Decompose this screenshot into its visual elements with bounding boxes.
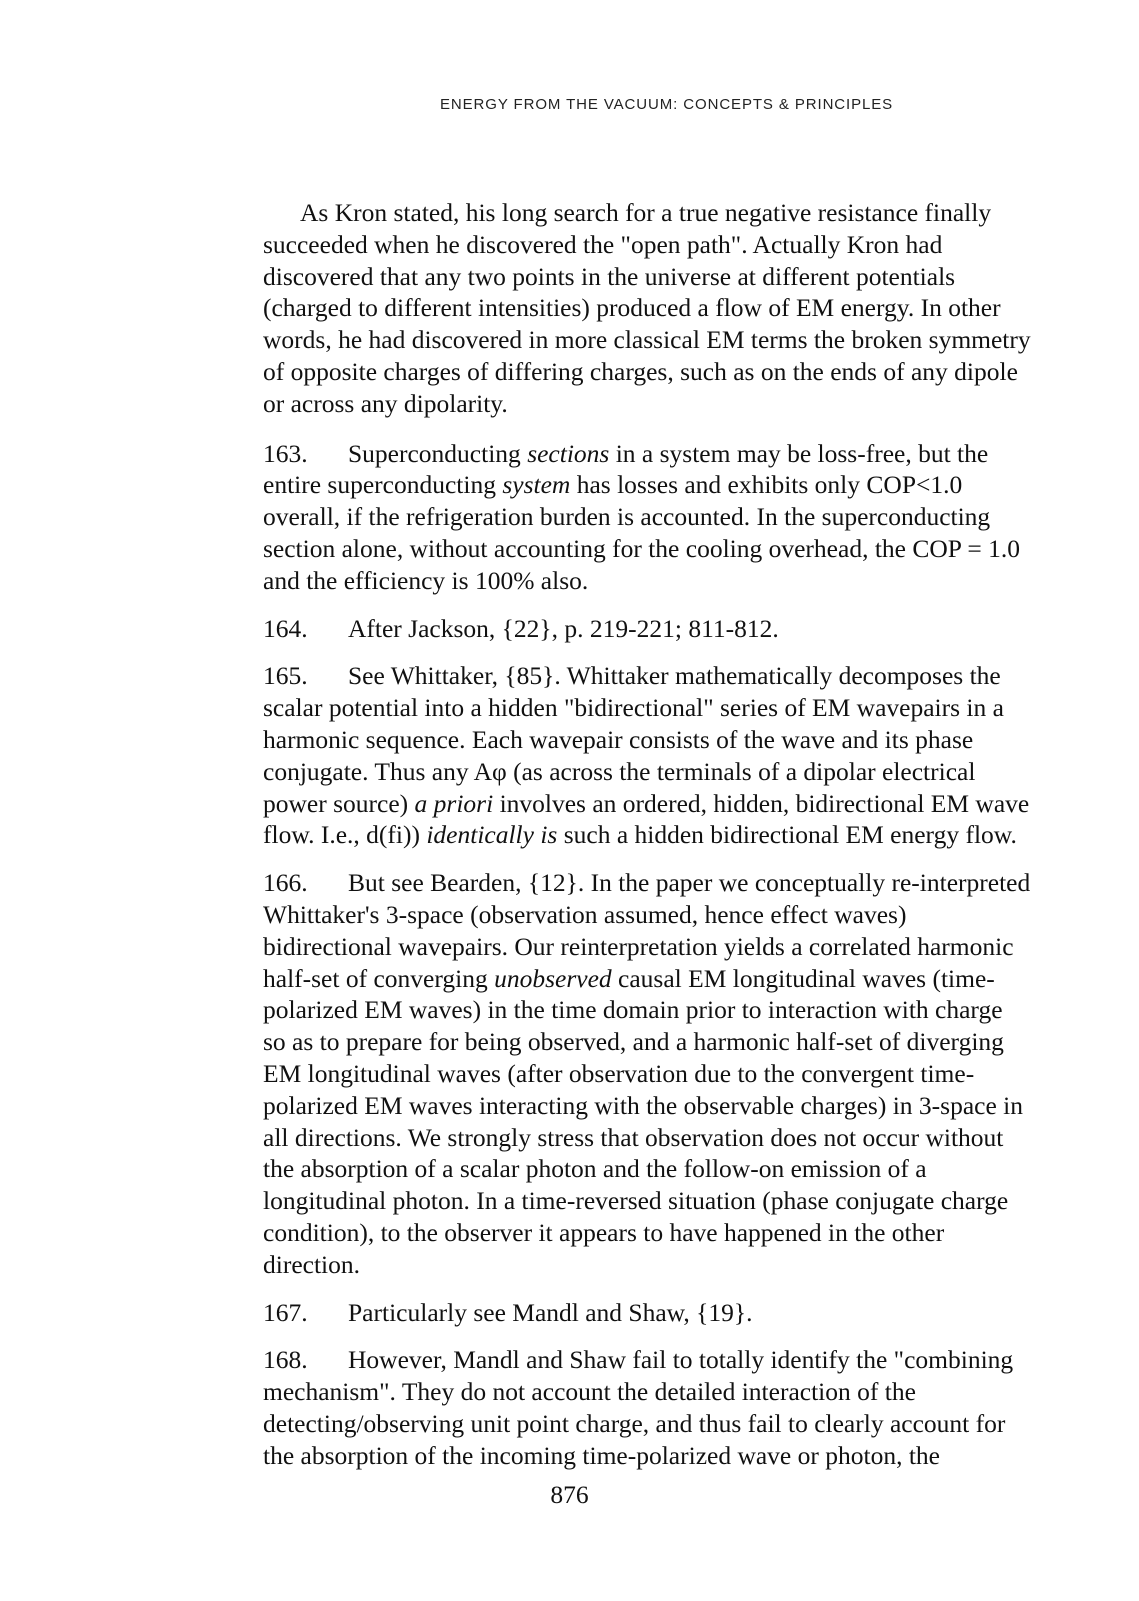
running-header: ENERGY FROM THE VACUUM: CONCEPTS & PRINCIPLES xyxy=(440,96,894,113)
text-line: the absorption of the incoming time-polarized wave or photon, the xyxy=(263,1440,940,1470)
text-line: polarized EM waves) in the time domain prior to interaction with charge xyxy=(263,995,1003,1025)
endnote-number: 165. xyxy=(263,661,308,691)
text-line: (charged to different intensities) produced a flow of EM energy. In other xyxy=(263,293,1001,323)
text-line: As Kron stated, his long search for a true negative resistance finally xyxy=(300,198,992,227)
page-number: 876 xyxy=(550,1480,589,1509)
endnote-number: 164. xyxy=(263,613,308,643)
endnote-168: 168. However, Mandl and Shaw fail to totally identify the "combining mechanism". They do not account the detailed interaction of the detecting/observing unit point charge, and thus fail to clearly account for the absorption of the incoming time-polarized wave or photon, the xyxy=(263,1344,1113,1471)
text-line: succeeded when he discovered the "open path". Actually Kron had xyxy=(263,229,943,259)
text-line: EM longitudinal waves (after observation due to the convergent time- xyxy=(263,1058,975,1088)
text-line: overall, if the refrigeration burden is accounted. In the superconducting xyxy=(263,502,991,532)
text-line: or across any dipolarity. xyxy=(263,388,508,418)
text-line: all directions. We strongly stress that observation does not occur without xyxy=(263,1122,1004,1152)
text-line: discovered that any two points in the universe at different potentials xyxy=(263,261,956,291)
text-line: scalar potential into a hidden "bidirectional" series of EM wavepairs in a xyxy=(263,693,1004,723)
text-line: harmonic sequence. Each wavepair consists of the wave and its phase xyxy=(263,724,974,754)
text-line: direction. xyxy=(263,1249,361,1279)
text-line: polarized EM waves interacting with the observable charges) in 3-space in xyxy=(263,1090,1024,1120)
text-line: conjugate. Thus any Aφ (as across the terminals of a dipolar electrical xyxy=(263,756,976,786)
endnote-number: 163. xyxy=(263,438,308,468)
intro-paragraph xyxy=(263,197,1113,420)
endnote-number: 166. xyxy=(263,868,308,898)
text-line: the absorption of a scalar photon and the follow-on emission of a xyxy=(263,1154,927,1184)
endnote-number: 167. xyxy=(263,1297,308,1327)
text-line: Whittaker's 3-space (observation assumed, hence effect waves) xyxy=(263,899,907,929)
text-line: bidirectional wavepairs. Our reinterpretation yields a correlated harmonic xyxy=(263,931,1014,961)
text-line: section alone, without accounting for the cooling overhead, the COP = 1.0 xyxy=(263,533,1021,563)
endnote-number: 168. xyxy=(263,1345,308,1375)
endnote-164: 164. After Jackson, {22}, p. 219-221; 811-812. xyxy=(263,613,779,643)
text-line: of opposite charges of differing charges, such as on the ends of any dipole xyxy=(263,356,1018,386)
text-line: and the efficiency is 100% also. xyxy=(263,565,589,595)
text-line: detecting/observing unit point charge, and thus fail to clearly account for xyxy=(263,1408,1006,1438)
text-line: longitudinal photon. In a time-reversed situation (phase conjugate charge xyxy=(263,1186,1009,1216)
endnote-163: 163. Superconducting sections in a system may be loss-free, but the entire superconducting system has losses and exhibits only COP<1.0 overall, if the refrigeration burden is accounted. In the superconducting section alone, without accounting for the cooling overhead, the COP = 1.0 and the efficiency is 100% also. xyxy=(263,438,1113,597)
endnote-165: 165. See Whittaker, {85}. Whittaker mathematically decomposes the scalar potential into a hidden "bidirectional" series of EM wavepairs in a harmonic sequence. Each wavepair consists of the wave and its phase conjugate. Thus any Aφ (as across the terminals of a dipolar electrical power source) a priori involves an ordered, hidden, bidirectional EM wave flow. I.e., d(fi)) identically is such a hidden bidirectional EM energy flow. xyxy=(263,660,1113,851)
text-line: so as to prepare for being observed, and a harmonic half-set of diverging xyxy=(263,1027,1004,1057)
endnote-166: 166. But see Bearden, {12}. In the paper we conceptually re-interpreted Whittaker's 3-space (observation assumed, hence effect waves) bidirectional wavepairs. Our reinterpretation yields a correlated harmonic half-set of converging unobserved causal EM longitudinal waves (time- polarized EM waves) in the time domain prior to interaction with charge so as to prepare for being observed, and a harmonic half-set of diverging EM longitudinal waves (after observation due to the convergent time- polarized EM waves interacting with the observable charges) in 3-space in all directions. We strongly stress that observation does not occur without the absorption of a scalar photon and the follow-on emission of a longitudinal photon. In a time-reversed situation (phase conjugate charge condition), to the observer it appears to have happened in the other direction. xyxy=(263,867,1113,1280)
text-line: condition), to the observer it appears to have happened in the other xyxy=(263,1217,945,1247)
text-line: words, he had discovered in more classical EM terms the broken symmetry xyxy=(263,325,1031,355)
page-body xyxy=(263,197,1113,1487)
text-line: mechanism". They do not account the detailed interaction of the xyxy=(263,1377,916,1407)
endnote-167: 167. Particularly see Mandl and Shaw, {19}. xyxy=(263,1297,753,1327)
